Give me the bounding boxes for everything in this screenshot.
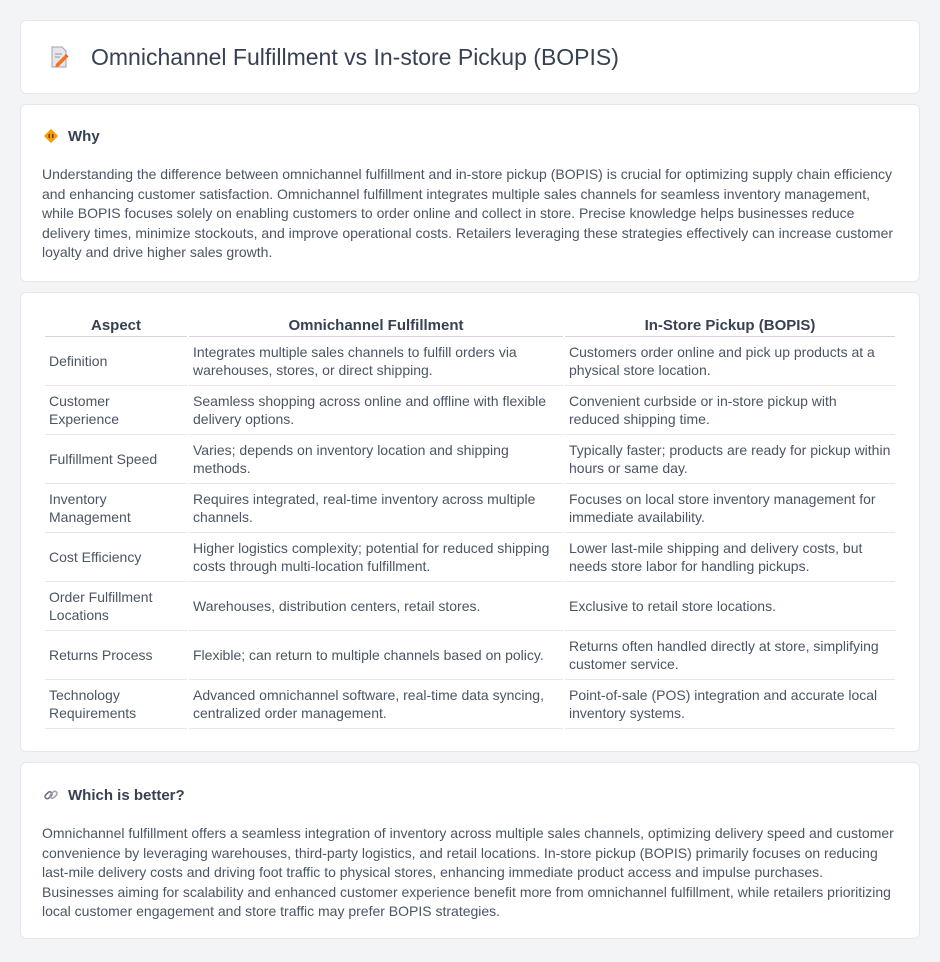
better-text: Omnichannel fulfillment offers a seamless integration of inventory across multiple sales channels, optimizing delivery speed and customer convenience by leveraging warehouses, third-party logistics, and retail locations. In-store pickup (BOPIS) primarily focuses on reducing last-mile delivery costs and driving foot traffic to physical stores, enhancing immediate product access and impulse purchases. Businesses aiming for scalability and enhanced customer experience benefit more from omnichannel fulfillment, while retailers prioritizing local customer engagement and store traffic may prefer BOPIS strategies. <box>42 825 894 919</box>
row-omnichannel: Integrates multiple sales channels to fulfill orders via warehouses, stores, or direct shipping. <box>189 337 563 386</box>
why-heading: Why <box>68 127 100 145</box>
header-bopis: In-Store Pickup (BOPIS) <box>565 313 895 337</box>
row-bopis: Lower last-mile shipping and delivery costs, but needs store labor for handling pickups. <box>565 533 895 582</box>
why-text: Understanding the difference between omnichannel fulfillment and in-store pickup (BOPIS) is crucial for optimizing supply chain efficiency and enhancing customer satisfaction. Omnichannel fulfillment integrates multiple sales channels for seamless inventory management, while BOPIS focuses solely on enabling customers to order online and collect in store. Precise knowledge helps businesses reduce delivery times, minimize stockouts, and improve operational costs. Retailers leveraging these strategies effectively can increase customer loyalty and drive higher sales growth. <box>42 166 894 260</box>
title-card <box>20 20 920 94</box>
row-aspect: Technology Requirements <box>45 680 187 729</box>
table-row <box>45 631 895 680</box>
table-row <box>45 533 895 582</box>
better-heading: Which is better? <box>68 786 185 804</box>
row-omnichannel: Requires integrated, real-time inventory across multiple channels. <box>189 484 563 533</box>
row-bopis: Customers order online and pick up products at a physical store location. <box>565 337 895 386</box>
table-row <box>45 386 895 435</box>
row-bopis: Point-of-sale (POS) integration and accurate local inventory systems. <box>565 680 895 729</box>
table-row <box>45 484 895 533</box>
row-aspect: Customer Experience <box>45 386 187 435</box>
page-title: Omnichannel Fulfillment vs In-store Pickup (BOPIS) <box>91 43 619 70</box>
row-aspect: Cost Efficiency <box>45 533 187 582</box>
row-aspect: Inventory Management <box>45 484 187 533</box>
comparison-section <box>20 292 920 752</box>
document-edit-icon <box>45 43 73 71</box>
which-better-section <box>20 762 920 939</box>
road-sign-icon <box>42 127 60 145</box>
row-aspect: Fulfillment Speed <box>45 435 187 484</box>
row-aspect: Returns Process <box>45 631 187 680</box>
row-bopis: Typically faster; products are ready for pickup within hours or same day. <box>565 435 895 484</box>
why-header <box>42 127 898 145</box>
row-aspect: Order Fulfillment Locations <box>45 582 187 631</box>
row-omnichannel: Varies; depends on inventory location and shipping methods. <box>189 435 563 484</box>
row-omnichannel: Higher logistics complexity; potential for reduced shipping costs through multi-location fulfillment. <box>189 533 563 582</box>
row-bopis: Returns often handled directly at store, simplifying customer service. <box>565 631 895 680</box>
row-omnichannel: Seamless shopping across online and offline with flexible delivery options. <box>189 386 563 435</box>
header-aspect: Aspect <box>45 313 187 337</box>
row-omnichannel: Flexible; can return to multiple channels based on policy. <box>189 631 563 680</box>
row-bopis: Focuses on local store inventory management for immediate availability. <box>565 484 895 533</box>
table-row <box>45 337 895 386</box>
link-icon <box>42 786 60 804</box>
why-section <box>20 104 920 282</box>
row-bopis: Exclusive to retail store locations. <box>565 582 895 631</box>
comparison-table <box>43 313 897 729</box>
table-row <box>45 582 895 631</box>
better-header <box>42 786 898 804</box>
row-omnichannel: Advanced omnichannel software, real-time data syncing, centralized order management. <box>189 680 563 729</box>
row-aspect: Definition <box>45 337 187 386</box>
row-omnichannel: Warehouses, distribution centers, retail stores. <box>189 582 563 631</box>
header-omnichannel: Omnichannel Fulfillment <box>189 313 563 337</box>
table-row <box>45 435 895 484</box>
table-row <box>45 680 895 729</box>
table-header-row <box>45 313 895 337</box>
row-bopis: Convenient curbside or in-store pickup with reduced shipping time. <box>565 386 895 435</box>
